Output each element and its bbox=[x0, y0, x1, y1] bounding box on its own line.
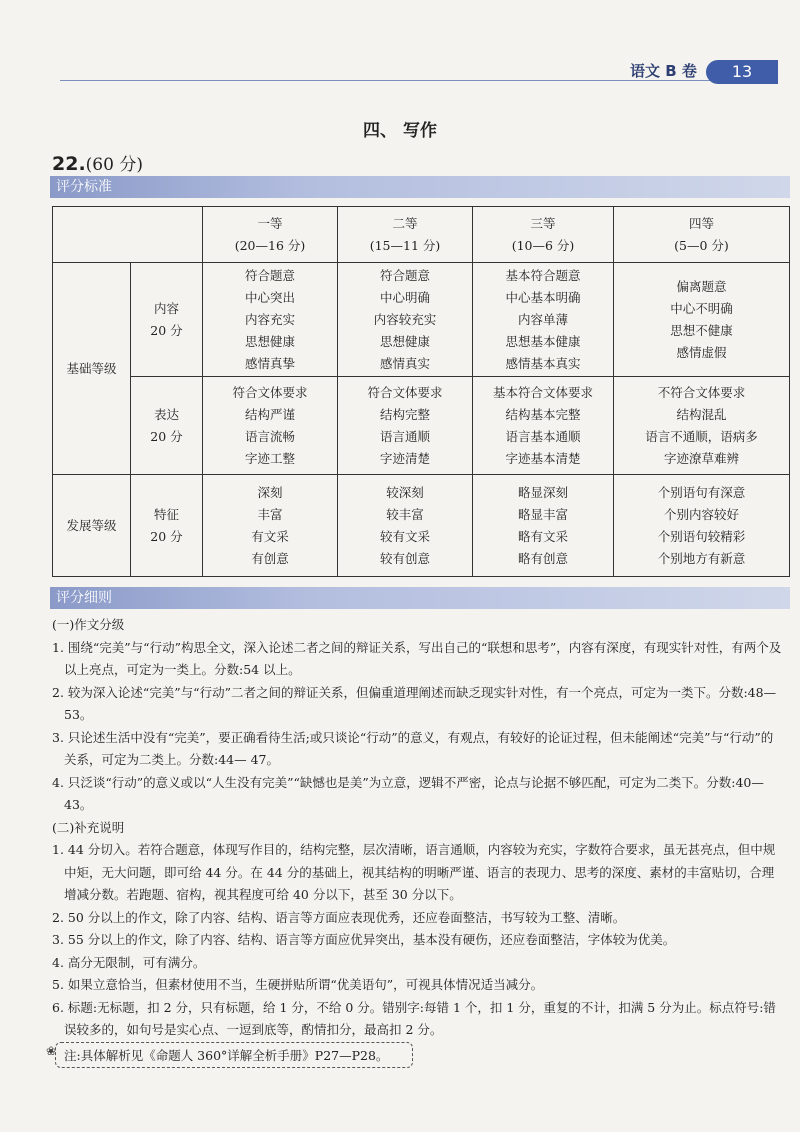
feature-grade-4: 个别语句有深意 个别内容较好 个别语句较精彩 个别地方有新意 bbox=[614, 475, 790, 577]
development-level-label: 发展等级 bbox=[53, 475, 131, 577]
feature-grade-3: 略显深刻 略显丰富 略有文采 略有创意 bbox=[473, 475, 614, 577]
expression-grade-3: 基本符合文体要求 结构基本完整 语言基本通顺 字迹基本清楚 bbox=[473, 377, 614, 475]
part2-item: 3. 55 分以上的作文，除了内容、结构、语言等方面应优异突出，基本没有硬伤，还应卷面整洁，字体较为优美。 bbox=[52, 932, 676, 947]
page-number-badge: 13 bbox=[706, 60, 778, 84]
expression-grade-4: 不符合文体要求 结构混乱 语言不通顺，语病多 字迹潦草难辨 bbox=[614, 377, 790, 475]
note-flower-icon: ❀ bbox=[46, 1044, 57, 1058]
question-header bbox=[52, 150, 143, 175]
content-row bbox=[53, 263, 790, 377]
rubric-section-bar: 评分标准 bbox=[50, 176, 790, 198]
content-grade-4: 偏离题意 中心不明确 思想不健康 感情虚假 bbox=[614, 263, 790, 377]
feature-criterion: 特征 20 分 bbox=[131, 475, 203, 577]
section-title: 四、 写作 bbox=[363, 121, 437, 141]
expression-criterion: 表达 20 分 bbox=[131, 377, 203, 475]
part2-item: 4. 高分无限制，可有满分。 bbox=[52, 954, 206, 970]
grade-header-row bbox=[53, 207, 790, 263]
content-grade-2: 符合题意 中心明确 内容较充实 思想健康 感情真实 bbox=[338, 263, 473, 377]
expression-grade-1: 符合文体要求 结构严谨 语言流畅 字迹工整 bbox=[203, 377, 338, 475]
reference-note: 注:具体解析见《命题人 360°详解全析手册》P27—P28。 bbox=[55, 1042, 413, 1068]
content-grade-3: 基本符合题意 中心基本明确 内容单薄 思想基本健康 感情基本真实 bbox=[473, 263, 614, 377]
part2-item: 5. 如果立意恰当，但素材使用不当，生硬拼贴所谓“优美语句”，可视具体情况适当减分。 bbox=[52, 977, 544, 992]
question-number: 22. bbox=[52, 153, 86, 175]
feature-grade-2: 较深刻 较丰富 较有文采 较有创意 bbox=[338, 475, 473, 577]
part2-item: 1. 44 分切入。若符合题意，体现写作目的，结构完整，层次清晰，语言通顺，内容较为充实，字数符合要求，虽无甚亮点，但中规中矩，无大问题，即可给 44 分。在 44 分的基础上，视其结构的明晰严谨、语言的表现力、思考的深度、素材的丰富贴切，合理增减分数。若跑题、宿构，视其程度可给 40 分以下，甚至 30 分以下。 bbox=[52, 842, 776, 902]
grade-1-header: 一等 (20—16 分) bbox=[203, 207, 338, 263]
feature-grade-1: 深刻 丰富 有文采 有创意 bbox=[203, 475, 338, 577]
basic-level-label: 基础等级 bbox=[53, 263, 131, 475]
grade-3-header: 三等 (10—6 分) bbox=[473, 207, 614, 263]
details-section-bar: 评分细则 bbox=[50, 587, 790, 609]
part1-item: 4. 只泛谈“行动”的意义或以“人生没有完美”“缺憾也是美”为立意，逻辑不严密，论点与论据不够匹配，可定为二类下。分数:40—43。 bbox=[52, 774, 764, 812]
part1-item: 2. 较为深入论述“完美”与“行动”二者之间的辩证关系，但偏重道理阐述而缺乏现实针对性，有一个亮点，可定为一类下。分数:48—53。 bbox=[52, 684, 777, 722]
details-body bbox=[52, 614, 782, 1042]
content-grade-1: 符合题意 中心突出 内容充实 思想健康 感情真挚 bbox=[203, 263, 338, 377]
part1-item: 3. 只论述生活中没有“完美”，要正确看待生活;或只谈论“行动”的意义，有观点，有较好的论证过程，但未能阐述“完美”与“行动”的关系，可定为二类上。分数:44— 47。 bbox=[52, 729, 774, 767]
part1-heading: (一)作文分级 bbox=[52, 617, 125, 632]
part1-item: 1. 围绕“完美”与“行动”构思全文，深入论述二者之间的辩证关系，写出自己的“联想和思考”，内容有深度，有现实针对性，有两个及以上亮点，可定为一类上。分数:54 以上。 bbox=[52, 639, 782, 677]
header-rule bbox=[60, 80, 710, 81]
header-label: 语文 B 卷 bbox=[630, 62, 697, 80]
rubric-table bbox=[52, 206, 790, 577]
corner-cell bbox=[53, 207, 203, 263]
grade-2-header: 二等 (15—11 分) bbox=[338, 207, 473, 263]
feature-row bbox=[53, 475, 790, 577]
grade-4-header: 四等 (5—0 分) bbox=[614, 207, 790, 263]
expression-row bbox=[53, 377, 790, 475]
content-criterion: 内容 20 分 bbox=[131, 263, 203, 377]
expression-grade-2: 符合文体要求 结构完整 语言通顺 字迹清楚 bbox=[338, 377, 473, 475]
part2-item: 2. 50 分以上的作文，除了内容、结构、语言等方面应表现优秀，还应卷面整洁，书写较为工整、清晰。 bbox=[52, 909, 626, 925]
question-score: (60 分) bbox=[85, 155, 143, 175]
part2-heading: (二)补充说明 bbox=[52, 819, 125, 835]
part2-item: 6. 标题:无标题，扣 2 分，只有标题，给 1 分，不给 0 分。错别字:每错 1 个，扣 1 分，重复的不计，扣满 5 分为止。标点符号:错误较多的，如句号是实心点、一逗到底等，酌情扣分，最高扣 2 分。 bbox=[52, 999, 776, 1037]
